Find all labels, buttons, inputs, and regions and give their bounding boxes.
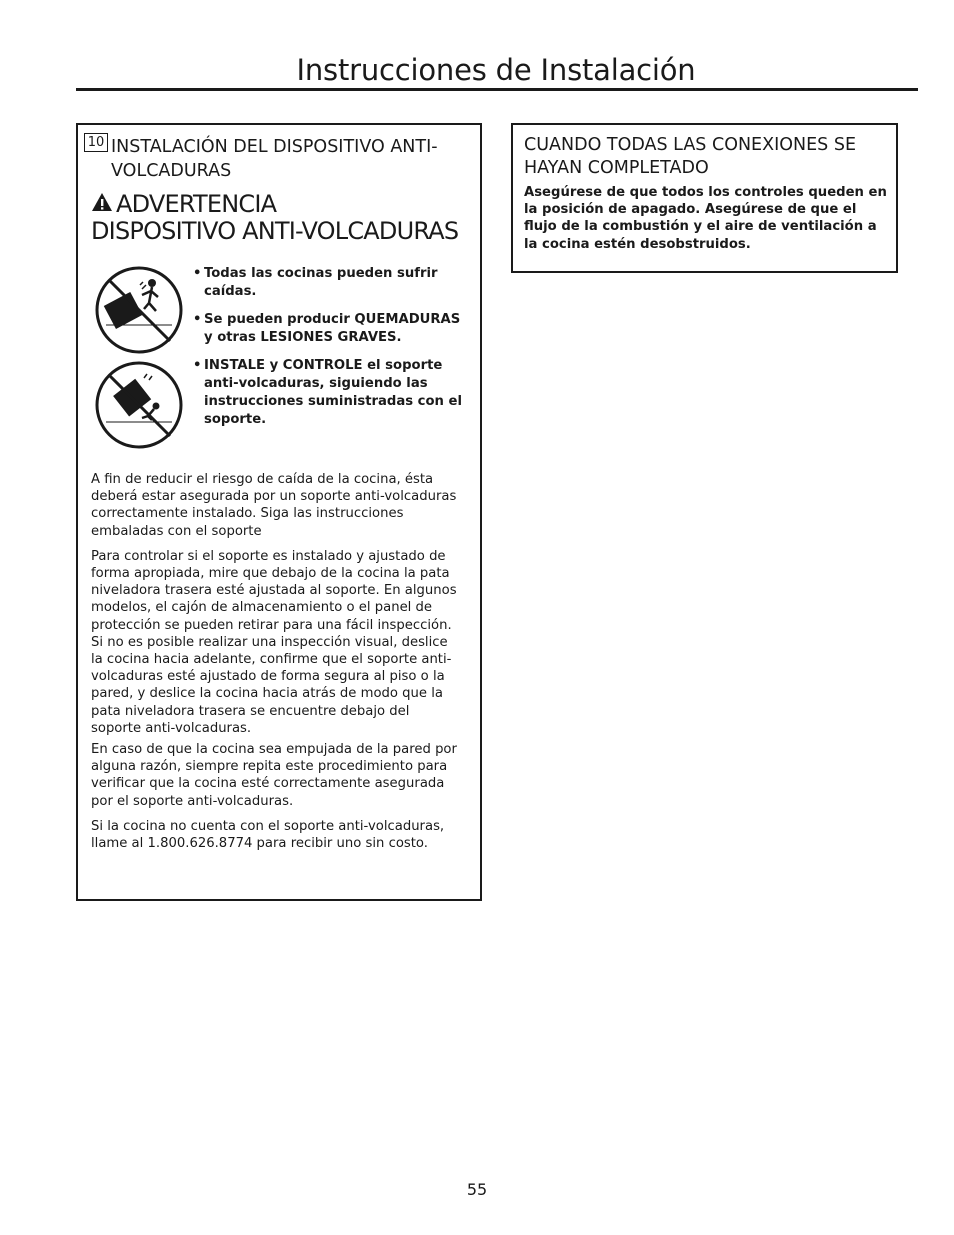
connections-complete-section [511,123,898,273]
connections-text: Asegúrese de que todos los controles queden en la posición de apagado. Asegúrese de que el flujo de la combustión y el aire de ventilación a la cocina estén desobstruidos. [524,185,887,252]
warning-bullet: • Se pueden producir QUEMADURAS y otras LESIONES GRAVES. [193,311,468,347]
warning-triangle-icon [91,192,113,212]
title-rule [76,88,918,91]
instruction-paragraph: Para controlar si el soporte es instalado y ajustado de forma apropiada, mire que debajo de la cocina la pata niveladora trasera esté ajustada al soporte. En algunos modelos, el cajón de almacenamiento o el panel de protección se pueden retirar para una fácil inspección. Si no es posible realizar una inspección visual, deslice la cocina hacia adelante, confirme que el soporte anti-volcaduras esté ajustado de forma segura al piso o la pared, y deslice la cocina hacia atrás de modo que la pata niveladora trasera se encuentre debajo del soporte anti-volcaduras. [91,548,457,736]
step-title [111,135,471,183]
range-falling-illustration-icon [94,360,184,450]
step-title-line1: INSTALACIÓN DEL DISPOSITIVO ANTI- [111,137,438,157]
warning-bullet: • Todas las cocinas pueden sufrir caídas. [193,265,468,301]
warning-heading [91,191,471,245]
step-title-line2: VOLCADURAS [111,161,232,181]
page-number: 55 [466,1180,488,1199]
instructions-body [91,471,463,860]
warning-bullet-list [193,265,468,439]
warning-line2: DISPOSITIVO ANTI-VOLCADURAS [91,217,459,245]
warning-bullet: • INSTALE y CONTROLE el soporte anti-volcaduras, siguiendo las instrucciones suministradas con el soporte. [193,357,468,429]
instruction-paragraph: A fin de reducir el riesgo de caída de la cocina, ésta deberá estar asegurada por un soporte anti-volcaduras correctamente instalado. Siga las instrucciones embaladas con el soporte [91,472,457,539]
instruction-paragraph: En caso de que la cocina sea empujada de la pared por alguna razón, siempre repita este procedimiento para verificar que la cocina esté correctamente asegurada por el soporte anti-volcaduras. [91,742,457,809]
page-title: Instrucciones de Instalación [296,53,696,87]
warning-line1: ADVERTENCIA [116,190,277,218]
instruction-paragraph: Si la cocina no cuenta con el soporte anti-volcaduras, llame al 1.800.626.8774 para recibir uno sin costo. [91,818,445,852]
anti-tip-section [76,123,482,901]
step-number: 10 [84,133,108,152]
connections-title: CUANDO TODAS LAS CONEXIONES SE HAYAN COMPLETADO [524,135,857,178]
range-tipping-illustration-icon [94,265,184,355]
